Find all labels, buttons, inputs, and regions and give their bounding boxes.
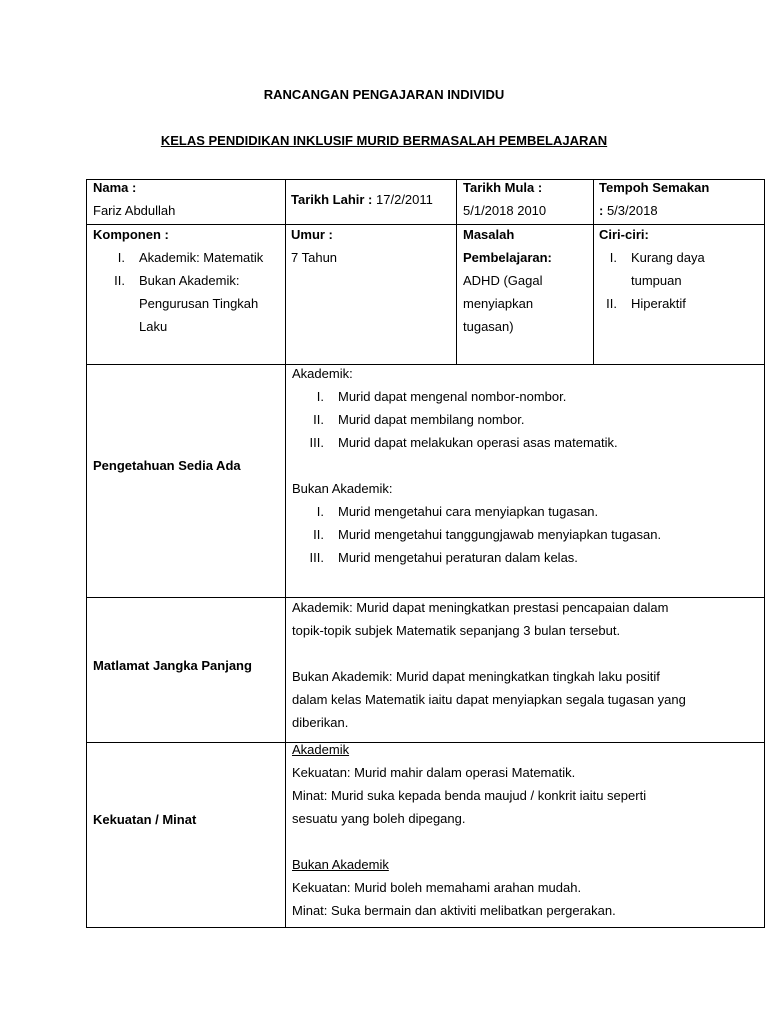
list-item: Laku xyxy=(139,319,168,334)
tarikh-lahir-label: Tarikh Lahir : xyxy=(291,192,373,207)
list-item: II. Bukan Akademik: xyxy=(114,273,240,288)
masalah-label-1: Masalah xyxy=(463,227,515,242)
list-item: I. Murid mengetahui cara menyiapkan tugasan. xyxy=(316,504,599,519)
list-item: II. Hiperaktif xyxy=(606,296,686,311)
document-title: RANCANGAN PENGAJARAN INDIVIDU xyxy=(263,87,505,102)
matlamat-akademik-line: topik-topik subjek Matematik sepanjang 3 bulan tersebut. xyxy=(292,623,621,638)
list-item: III. Murid dapat melakukan operasi asas matematik. xyxy=(309,435,618,450)
kekuatan-bukan-line: Minat: Suka bermain dan aktiviti melibatkan pergerakan. xyxy=(292,903,616,918)
komponen-list xyxy=(93,246,263,338)
kekuatan-akademik-line: Minat: Murid suka kepada benda maujud / konkrit iaitu seperti xyxy=(292,788,647,803)
kekuatan-akademik-line: Kekuatan: Murid mahir dalam operasi Matematik. xyxy=(292,765,576,780)
tarikh-mula-value: 5/1/2018 2010 xyxy=(463,203,547,218)
pengetahuan-akademik-heading: Akademik: xyxy=(292,366,353,381)
matlamat-akademik-line: Akademik: Murid dapat meningkatkan prestasi pencapaian dalam xyxy=(292,600,669,615)
kekuatan-akademik-line: sesuatu yang boleh dipegang. xyxy=(292,811,466,826)
umur-label: Umur : xyxy=(291,227,333,242)
matlamat-bukan-line: diberikan. xyxy=(292,715,349,730)
kekuatan-bukan-line: Kekuatan: Murid boleh memahami arahan mudah. xyxy=(292,880,582,895)
pengetahuan-bukan-list xyxy=(292,500,661,569)
ciri-ciri-list xyxy=(599,246,705,315)
tarikh-mula-label: Tarikh Mula : xyxy=(463,180,543,195)
tempoh-semakan-label: Tempoh Semakan xyxy=(599,180,710,195)
komponen-label: Komponen : xyxy=(93,227,169,242)
masalah-label-2: Pembelajaran: xyxy=(463,250,552,265)
masalah-line: ADHD (Gagal xyxy=(463,273,543,288)
pengetahuan-label: Pengetahuan Sedia Ada xyxy=(93,458,241,473)
list-item: III. Murid mengetahui peraturan dalam kelas. xyxy=(309,550,578,565)
nama-label: Nama : xyxy=(93,180,137,195)
tarikh-lahir-value: 17/2/2011 xyxy=(376,192,433,207)
list-item: II. Murid mengetahui tanggungjawab menyiapkan tugasan. xyxy=(313,527,662,542)
list-item: I. Murid dapat mengenal nombor-nombor. xyxy=(316,389,567,404)
tarikh-lahir xyxy=(291,188,433,211)
list-item: I. Akademik: Matematik xyxy=(117,250,264,265)
list-item: II. Murid dapat membilang nombor. xyxy=(313,412,525,427)
tempoh-semakan-value: : 5/3/2018 xyxy=(599,203,658,218)
list-item: Pengurusan Tingkah xyxy=(139,296,259,311)
pengetahuan-akademik-list xyxy=(292,385,618,454)
kekuatan-akademik-heading: Akademik xyxy=(292,742,350,757)
matlamat-bukan-line: Bukan Akademik: Murid dapat meningkatkan tingkah laku positif xyxy=(292,669,660,684)
nama-value: Fariz Abdullah xyxy=(93,203,176,218)
kekuatan-label: Kekuatan / Minat xyxy=(93,812,197,827)
matlamat-bukan-line: dalam kelas Matematik iaitu dapat menyiapkan segala tugasan yang xyxy=(292,692,686,707)
ciri-ciri-label: Ciri-ciri: xyxy=(599,227,649,242)
document-subtitle: KELAS PENDIDIKAN INKLUSIF MURID BERMASALAH PEMBELAJARAN xyxy=(160,133,608,148)
matlamat-label: Matlamat Jangka Panjang xyxy=(93,658,252,673)
masalah-line: tugasan) xyxy=(463,319,514,334)
list-item: I. Kurang daya xyxy=(609,250,705,265)
kekuatan-bukan-heading: Bukan Akademik xyxy=(292,857,389,872)
tempoh-semakan-date-visible: 5/3/2018 xyxy=(603,203,658,218)
list-item: tumpuan xyxy=(631,273,682,288)
umur-value: 7 Tahun xyxy=(291,250,338,265)
pengetahuan-bukan-heading: Bukan Akademik: xyxy=(292,481,393,496)
masalah-line: menyiapkan xyxy=(463,296,534,311)
